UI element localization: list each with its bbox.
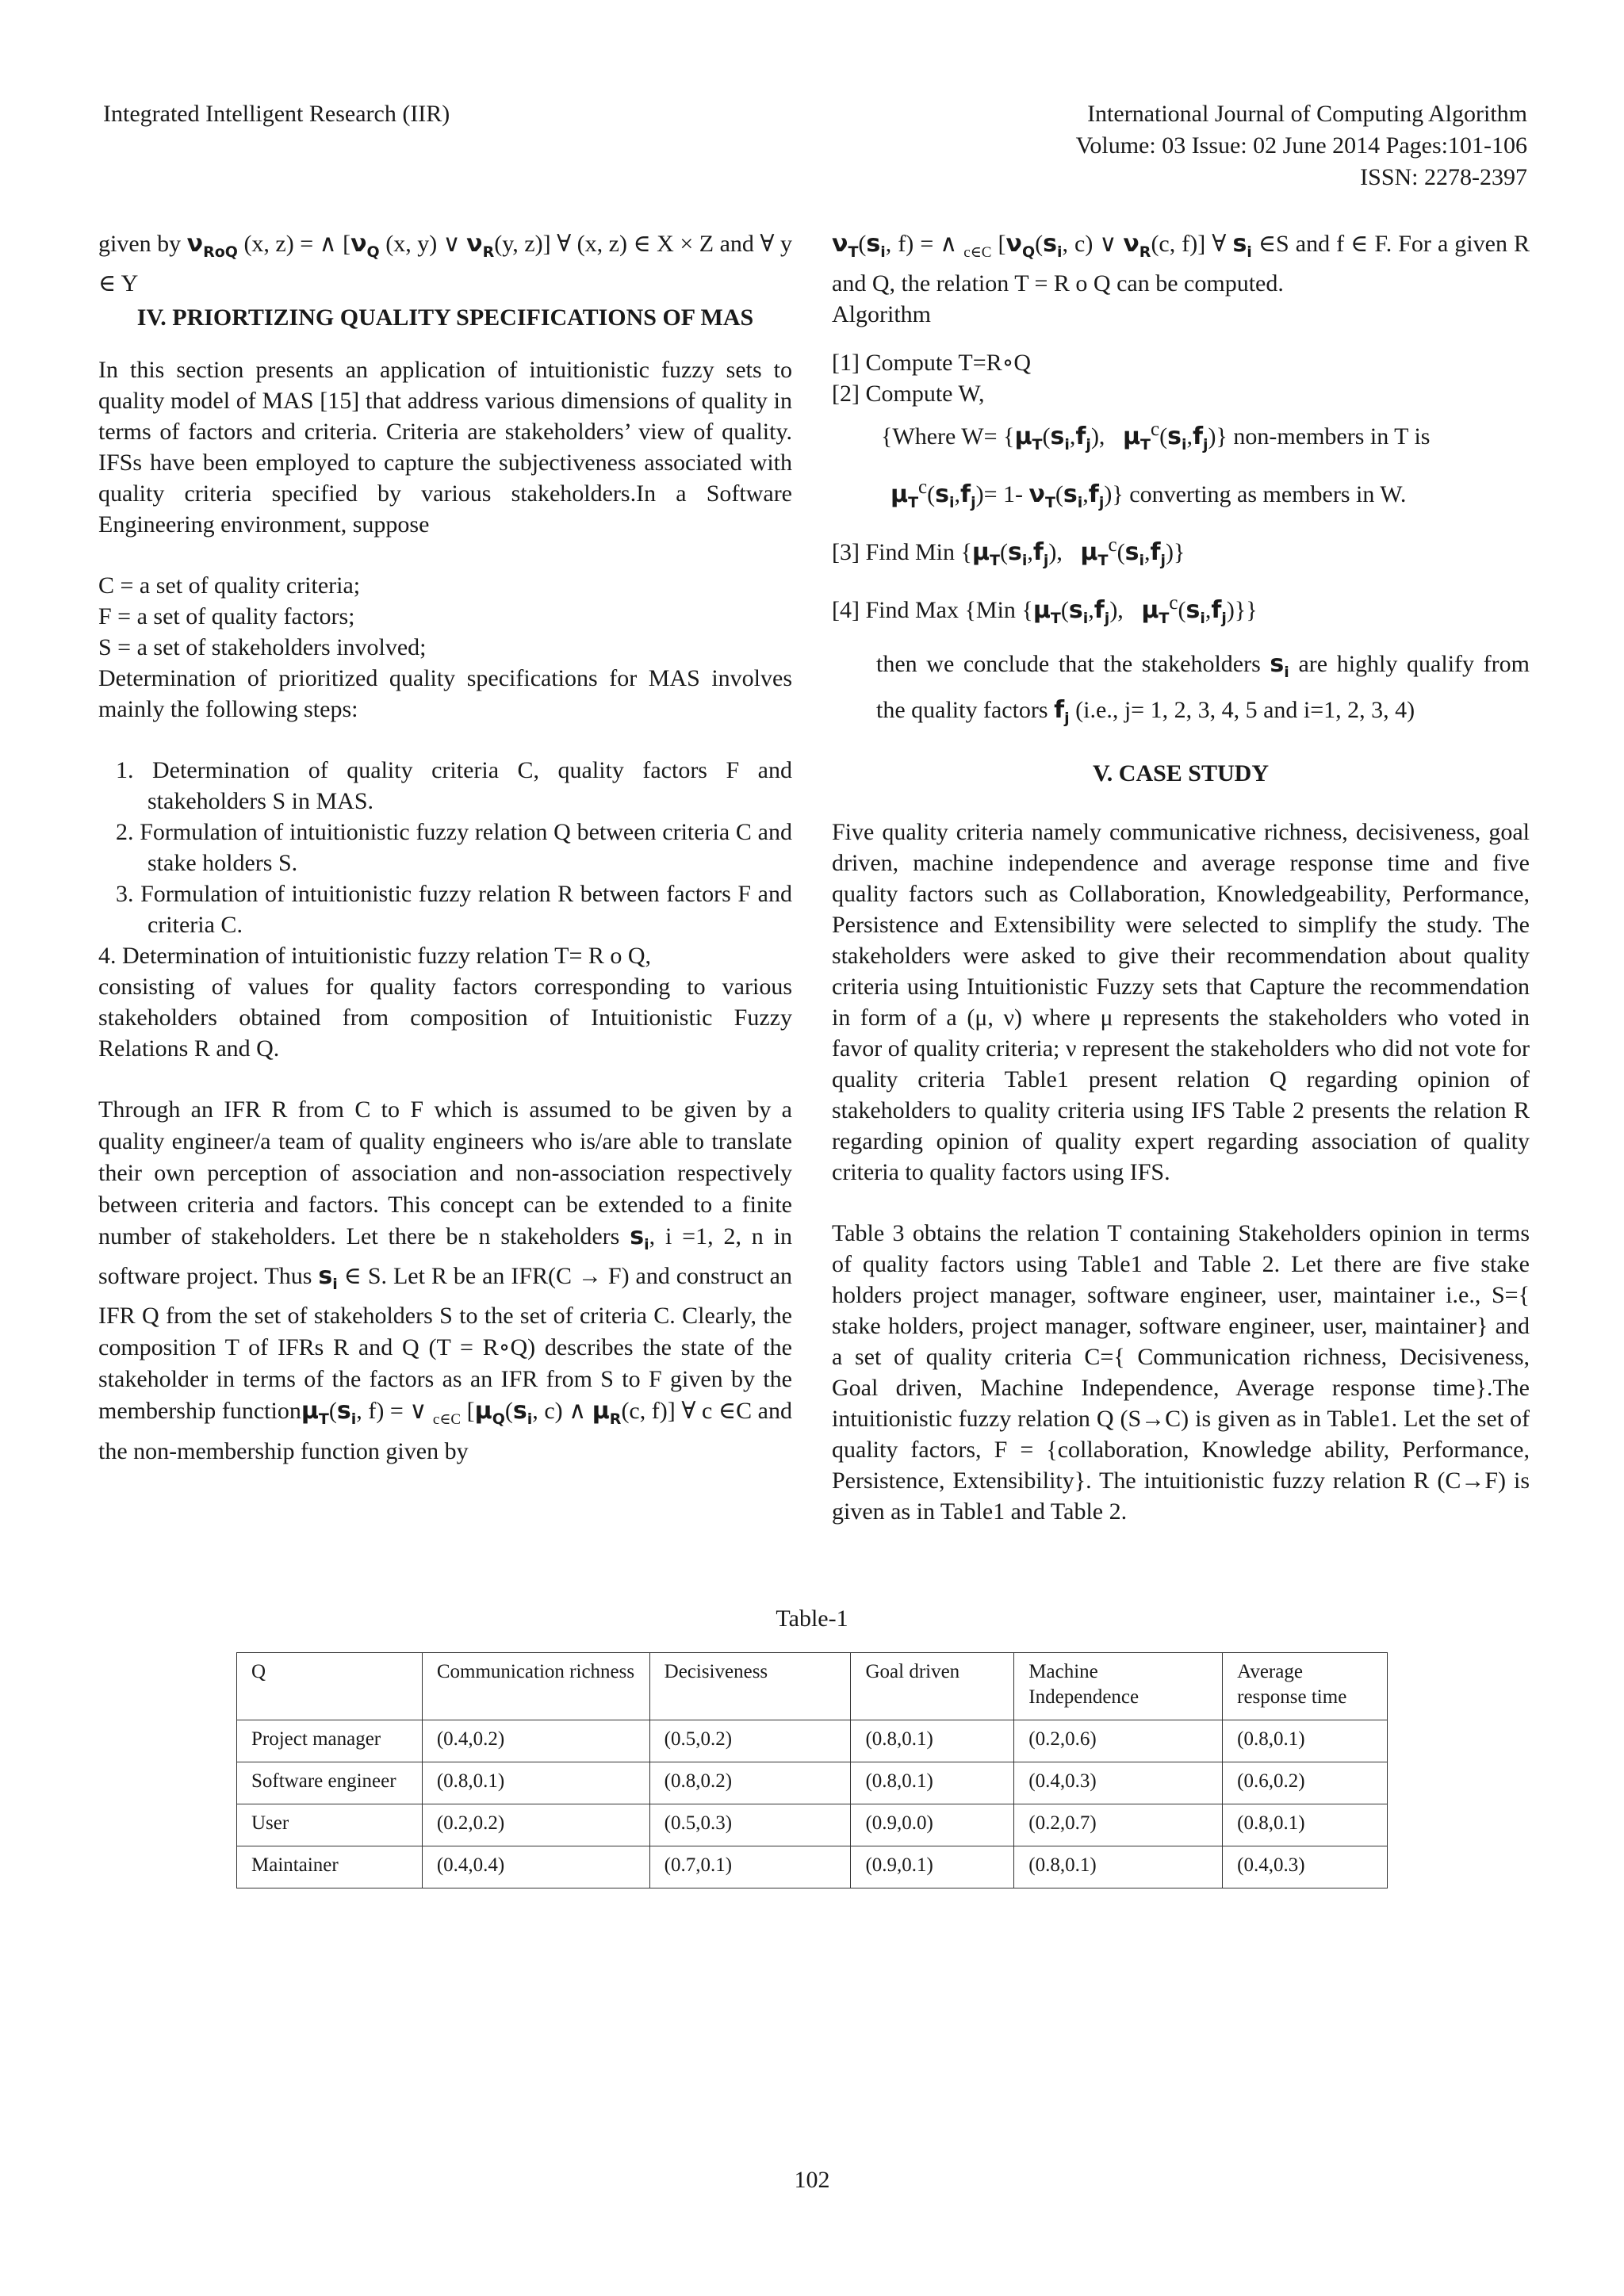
step-3: 3. Formulation of intuitionistic fuzzy relation R between factors F and criteria C. [116,881,792,938]
page-number: 102 [794,2167,830,2193]
step-2: 2. Formulation of intuitionistic fuzzy relation Q between criteria C and stake holders S. [116,819,792,876]
journal-volume: Volume: 03 Issue: 02 June 2014 Pages:101-106 [1075,132,1527,159]
algorithm-conclusion: then we conclude that the stakeholders $s_i$ are highly qualify from the quality factors $f_j$ (i.e., j= 1, 2, 3, 4, 5 and i=1, 2, 3, 4) [876,650,1530,727]
table-cell: (0.8,0.1) [851,1720,1014,1762]
algorithm-step-2: [2] Compute W, [832,381,985,407]
table-cell: (0.8,0.1) [1223,1804,1388,1846]
table-cell: (0.2,0.6) [1014,1720,1223,1762]
table-1 [236,1652,1388,1888]
table-cell: (0.8,0.1) [1223,1720,1388,1762]
journal-issn: ISSN: 2278-2397 [1360,164,1527,190]
table-1-caption: Table-1 [776,1605,848,1632]
journal-info [1076,98,1527,193]
step-4-continued: consisting of values for quality factors corresponding to various stakeholders obtained from composition of Intuitionistic Fuzzy Relations R and Q. [98,974,792,1062]
table-cell: (0.7,0.1) [649,1846,851,1888]
step-1: 1. Determination of quality criteria C, quality factors F and stakeholders S in MAS. [116,757,792,814]
table-cell: (0.9,0.0) [851,1804,1014,1846]
table-corner-cell: Q [237,1653,423,1720]
table-row [237,1720,1388,1762]
table-row [237,1762,1388,1804]
table-cell: (0.2,0.7) [1014,1804,1223,1846]
table-cell: (0.2,0.2) [422,1804,649,1846]
table-header-row [237,1653,1388,1720]
algorithm-step-2-conversion: $\mu_T^c(s_i,f_j)= 1-$ $\nu_T(s_i,f_j)$} converting as members in W. [891,476,1407,511]
table-cell: (0.8,0.1) [1014,1846,1223,1888]
table-cell: (0.4,0.2) [422,1720,649,1762]
non-membership-formula: $\nu_T(s_i$, f) = ∧ $_{c\in C}$ [$\nu_Q(s_i$, c) ∨ $\nu_R(c$, f)] ∀ $s_i$ ∈S and f ∈ F. For a given R and Q, the relation T = R o Q can be computed. [832,230,1530,297]
algorithm-step-2-where: {Where $W= \{\mu_T(s_i,f_j)$, $\mu_T^c(s_i,f_j)$} non-members in T is [881,419,1431,453]
section-5-heading: V. CASE STUDY [1092,760,1269,786]
definition-c: C = a set of quality criteria; [98,572,361,599]
table-column-header: Decisiveness [649,1653,851,1720]
composition-formula: given by $\nu_{RoQ}$ (x, z) = ∧ [$\nu_Q$ (x, y) ∨ $\nu_R(y$, z)] ∀ (x, z) ∈ X × Z and ∀ y ∈ Y [98,230,793,297]
table-row-label: Software engineer [237,1762,423,1804]
algorithm-step-4: [4] Find Max {Min {$\mu_T(s_i,f_j)$, $\mu_T^c(s_i,f_j)$}} [832,592,1258,627]
table-column-header: Machine Independence [1014,1653,1223,1720]
step-4: 4. Determination of intuitionistic fuzzy relation T= R o Q, [98,943,652,969]
table-cell: (0.4,0.3) [1223,1846,1388,1888]
journal-title: International Journal of Computing Algorithm [1087,101,1527,127]
table-row-label: User [237,1804,423,1846]
journal-publisher: Integrated Intelligent Research (IIR) [103,101,450,127]
table-row-label: Project manager [237,1720,423,1762]
table-cell: (0.4,0.3) [1014,1762,1223,1804]
table-row-label: Maintainer [237,1846,423,1888]
table-cell: (0.6,0.2) [1223,1762,1388,1804]
definition-s: S = a set of stakeholders involved; [98,634,427,660]
algorithm-label: Algorithm [832,301,931,327]
ifr-paragraph: Through an IFR R from C to F which is assumed to be given by a quality engineer/a team of quality engineers who is/are able to translate their own perception of association and non-association respectively between criteria and factors. This concept can be extended to a finite number of stakeholders. Let there be n stakeholders $s_i$, i =1, 2, n in software project. Thus $s_i$ ∈ S. Let R be an IFR(C → F) and construct an IFR Q from the set of stakeholders S to the set of criteria C. Clearly, the composition T of IFRs R and Q (T = R∘Q) describes the state of the stakeholder in terms of the factors as an IFR from S to F given by the membership $function\mu_T(s_i$, f) = ∨ $_{c\in C}$ [$\mu_Q(s_i$, c) ∧ $\mu_R(c$, f)] ∀ c ∈C and the non-membership function given by [98,1096,793,1464]
table-column-header: Communication richness [422,1653,649,1720]
algorithm-step-3: [3] Find Min {$\mu_T(s_i,f_j)$, $\mu_T^c(s_i,f_j)$} [832,534,1185,569]
table-cell: (0.5,0.3) [649,1804,851,1846]
table-column-header: Goal driven [851,1653,1014,1720]
table-row [237,1846,1388,1888]
table-cell: (0.4,0.4) [422,1846,649,1888]
table-cell: (0.5,0.2) [649,1720,851,1762]
determination-intro: Determination of prioritized quality specifications for MAS involves mainly the following steps: [98,665,792,722]
algorithm-step-1: [1] Compute T=R∘Q [832,350,1032,376]
table-row [237,1804,1388,1846]
left-column [98,228,792,1468]
right-column [832,228,1530,1527]
case-study-paragraph-1: Five quality criteria namely communicative richness, decisiveness, goal driven, machine independence and average response time and five quality factors such as Collaboration, Knowledgeability, Performance, Persistence and Extensibility were selected to simplify the study. The stakeholders were asked to give their recommendation about quality criteria using Intuitionistic Fuzzy sets that Capture the recommendation in form of a (μ, ν) where μ represents the stakeholders who voted in favor of quality criteria; ν represent the stakeholders who did not vote for quality criteria Table1 present relation Q regarding opinion of stakeholders to quality criteria using IFS Table 2 presents the relation R regarding opinion of quality expert regarding association of quality criteria to quality factors using IFS. [832,819,1530,1185]
section-4-paragraph: In this section presents an application of intuitionistic fuzzy sets to quality model of MAS [15] that address various dimensions of quality in terms of factors and criteria. Criteria are stakeholders’ view of quality. IFSs have been employed to capture the subjectiveness associated with quality criteria specified by various stakeholders.In a Software Engineering environment, suppose [98,357,792,538]
table-cell: (0.8,0.2) [649,1762,851,1804]
table-cell: (0.8,0.1) [422,1762,649,1804]
table-cell: (0.8,0.1) [851,1762,1014,1804]
table-column-header: Average response time [1223,1653,1388,1720]
section-4-heading: IV. PRIORTIZING QUALITY SPECIFICATIONS OF MAS [136,304,754,331]
definition-f: F = a set of quality factors; [98,603,355,629]
table-cell: (0.9,0.1) [851,1846,1014,1888]
case-study-paragraph-2: Table 3 obtains the relation T containing Stakeholders opinion in terms of quality factors using Table1 and Table 2. Let there are five stake holders project manager, software engineer, user, maintainer i.e., S={ stake holders, project manager, software engineer, user, maintainer} and a set of quality criteria C={ Communication richness, Decisiveness, Goal driven, Machine Independence, Average response time}.The intuitionistic fuzzy relation Q (S→C) is given as in Table1. Let the set of quality factors, F = {collaboration, Knowledge ability, Performance, Persistence, Extensibility}. The intuitionistic fuzzy relation R (C→F) is given as in Table1 and Table 2. [832,1220,1530,1525]
